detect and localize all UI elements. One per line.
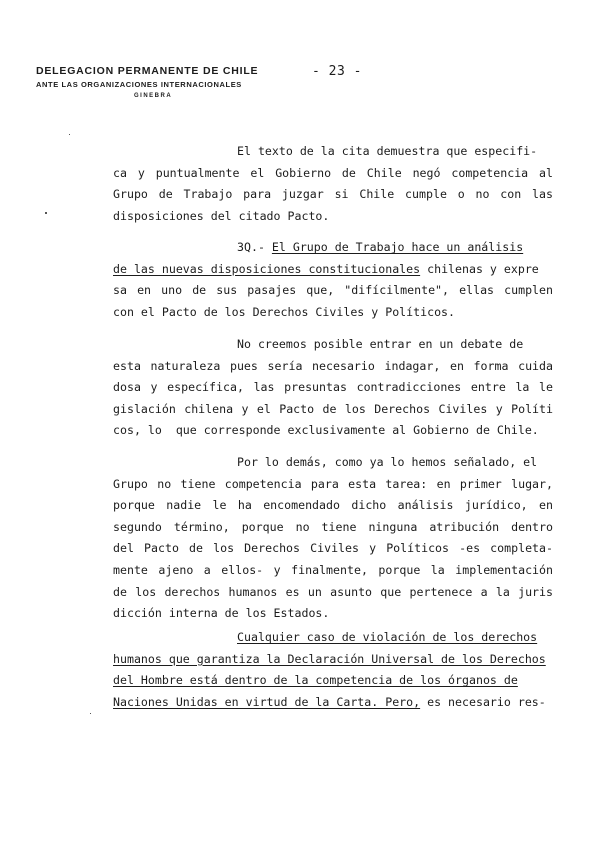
paragraph-line: gislación chilena y el Pacto de los Derechos Civiles y Políti <box>113 401 553 416</box>
paragraph-line: Cualquier caso de violación de los derechos <box>237 630 538 644</box>
scan-speck <box>45 212 47 214</box>
paragraph-line: El texto de la cita demuestra que especifi- <box>237 144 538 158</box>
letterhead-delegation: DELEGACION PERMANENTE DE CHILE <box>36 65 259 77</box>
paragraph-line: porque nadie le ha encomendado dicho análisis jurídico, en <box>113 498 553 513</box>
underlined-text: del Hombre está dentro de la competencia de los órganos de <box>113 673 518 688</box>
paragraph-line: Grupo no tiene competencia para esta tarea: en primer lugar, <box>113 476 553 491</box>
line-suffix: es necesario res- <box>420 694 546 709</box>
paragraph-1 <box>113 141 553 227</box>
paragraph-5 <box>113 627 553 713</box>
paragraph-line: con el Pacto de los Derechos Civiles y Políticos. <box>113 304 456 319</box>
section-number: 3Q.- <box>237 240 272 254</box>
paragraph-2 <box>113 237 553 323</box>
paragraph-line: mente ajeno a ellos- y finalmente, porque la implementación <box>113 562 553 577</box>
paragraph-line <box>113 649 553 671</box>
page-number: - 23 - <box>312 64 362 79</box>
underlined-text: Naciones Unidas en virtud de la Carta. Pero, <box>113 694 421 709</box>
paragraph-line: esta naturaleza pues sería necesario indagar, en forma cuida <box>113 358 553 373</box>
paragraph-4 <box>113 452 553 625</box>
paragraph-line <box>113 692 553 714</box>
paragraph-3 <box>113 334 553 442</box>
paragraph-line: Por lo demás, como ya lo hemos señalado, el <box>237 455 538 469</box>
paragraph-line: del Pacto de los Derechos Civiles y Políticos -es completa- <box>113 541 553 556</box>
paragraph-line <box>113 237 553 259</box>
paragraph-line: segundo término, porque no tiene ninguna atribución dentro <box>113 519 553 534</box>
scan-speck <box>90 713 91 714</box>
letterhead-city: GINEBRA <box>134 93 173 99</box>
scan-speck <box>69 134 70 135</box>
underlined-text: de las nuevas disposiciones constitucionales <box>113 261 421 276</box>
paragraph-line: dicción interna de los Estados. <box>113 606 330 621</box>
paragraph-line: Grupo de Trabajo para juzgar si Chile cumple o no con las <box>113 187 553 202</box>
paragraph-line: dosa y específica, las presuntas contradicciones entre la le <box>113 380 553 395</box>
underlined-text: humanos que garantiza la Declaración Universal de los Derechos <box>113 651 546 666</box>
paragraph-line: cos, lo que corresponde exclusivamente al Gobierno de Chile. <box>113 423 539 438</box>
letterhead-organizations: ANTE LAS ORGANIZACIONES INTERNACIONALES <box>36 79 242 89</box>
paragraph-line: de los derechos humanos es un asunto que pertenece a la juris <box>113 584 553 599</box>
underlined-text: El Grupo de Trabajo hace un análisis <box>271 240 524 254</box>
letterhead <box>36 66 258 99</box>
paragraph-line: No creemos posible entrar en un debate de <box>237 337 524 351</box>
paragraph-line: sa en uno de sus pasajes que, "difícilmente", ellas cumplen <box>113 283 553 298</box>
paragraph-line <box>113 259 553 281</box>
paragraph-line <box>113 670 553 692</box>
paragraph-line: ca y puntualmente el Gobierno de Chile negó competencia al <box>113 165 553 180</box>
paragraph-line: disposiciones del citado Pacto. <box>113 208 330 223</box>
line-suffix: chilenas y expre <box>420 261 539 276</box>
